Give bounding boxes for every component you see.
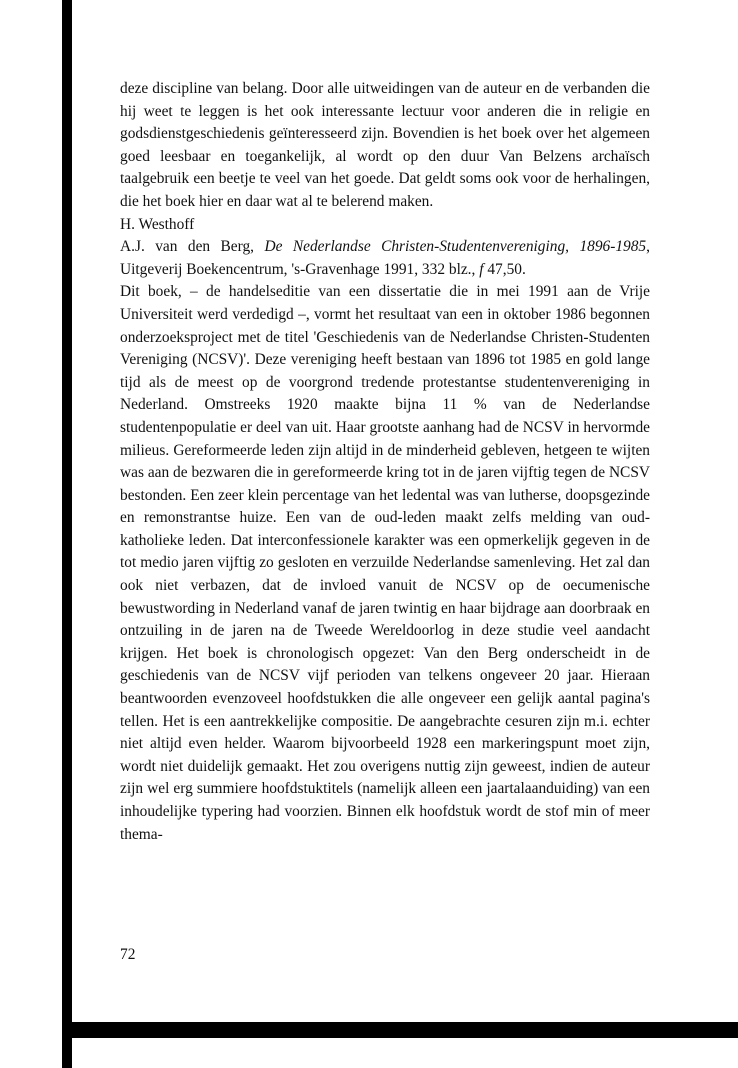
scan-border-bottom (62, 1022, 738, 1038)
citation-price-symbol: f (479, 260, 484, 278)
scan-border-left (62, 0, 72, 1068)
citation-title: De Nederlandse Christen-Studentenvereniging, 1896-1985 (264, 238, 647, 256)
reviewer-signature: H. Westhoff (120, 215, 195, 233)
book-citation (120, 236, 650, 281)
citation-details: , Uitgeverij Boekencentrum, 's-Gravenhage 1991, 332 blz., (120, 238, 650, 278)
page-content (120, 78, 650, 846)
previous-review-paragraph: deze discipline van belang. Door alle uitweidingen van de auteur en de verbanden die hij weet te leggen is het ook interessante lectuur voor anderen die in religie en godsdienstgeschiedenis geïnteresseerd zijn. Bovendien is het boek over het algemeen goed leesbaar en toegankelijk, al wordt op den duur Van Belzens archaïsch taalgebruik een beetje te veel van het goede. Dat geldt soms ook voor de herhalingen, die het boek hier en daar wat al te belerend maken. (120, 80, 650, 210)
citation-price: 47,50. (483, 260, 526, 278)
page-number: 72 (120, 946, 136, 963)
citation-author: A.J. van den Berg, (120, 238, 265, 256)
review-body-paragraph: Dit boek, – de handelseditie van een dissertatie die in mei 1991 aan de Vrije Universiteit werd verdedigd –, vormt het resultaat van een in oktober 1986 begonnen onderzoeksproject met de titel 'Geschiedenis van de Nederlandse Christen-Studenten Vereniging (NCSV)'. Deze vereniging heeft bestaan van 1896 tot 1985 en gold lange tijd als de meest op de voorgrond tredende protestantse studentenvereniging in Nederland. Omstreeks 1920 maakte bijna 11 % van de Nederlandse studentenpopulatie er deel van uit. Haar grootste aanhang had de NCSV in hervormde milieus. Gereformeerde leden zijn altijd in de minderheid gebleven, hetgeen te wijten was aan de bezwaren die in gereformeerde kring tot in de jaren vijftig tegen de NCSV bestonden. Een zeer klein percentage van het ledental was van lutherse, doopsgezinde en remonstrantse huize. Een van de oud-leden maakt zelfs melding van oud-katholieke leden. Dat interconfessionele karakter was een opmerkelijk gegeven in de tot medio jaren vijftig zo gesloten en verzuilde Nederlandse samenleving. Het zal dan ook niet verbazen, dat de invloed vanuit de NCSV op de oecumenische bewustwording in Nederland vanaf de jaren twintig en haar bijdrage aan doorbraak en ontzuiling in de jaren na de Tweede Wereldoorlog in deze studie veel aandacht krijgen. Het boek is chronologisch opgezet: Van den Berg onderscheidt in de geschiedenis van de NCSV vijf perioden van telkens ongeveer 20 jaar. Hieraan beantwoorden evenzoveel hoofdstukken die alle ongeveer een gelijk aantal pagina's tellen. Het is een aantrekkelijke compositie. De aangebrachte cesuren zijn m.i. echter niet altijd even helder. Waarom bijvoorbeeld 1928 een markeringspunt moet zijn, wordt niet duidelijk gemaakt. Het zou overigens nuttig zijn geweest, indien de auteur zijn wel erg summiere hoofdstuktitels (namelijk alleen een jaartalaanduiding) van een inhoudelijke typering had voorzien. Binnen elk hoofdstuk wordt de stof min of meer thema- (120, 283, 650, 843)
